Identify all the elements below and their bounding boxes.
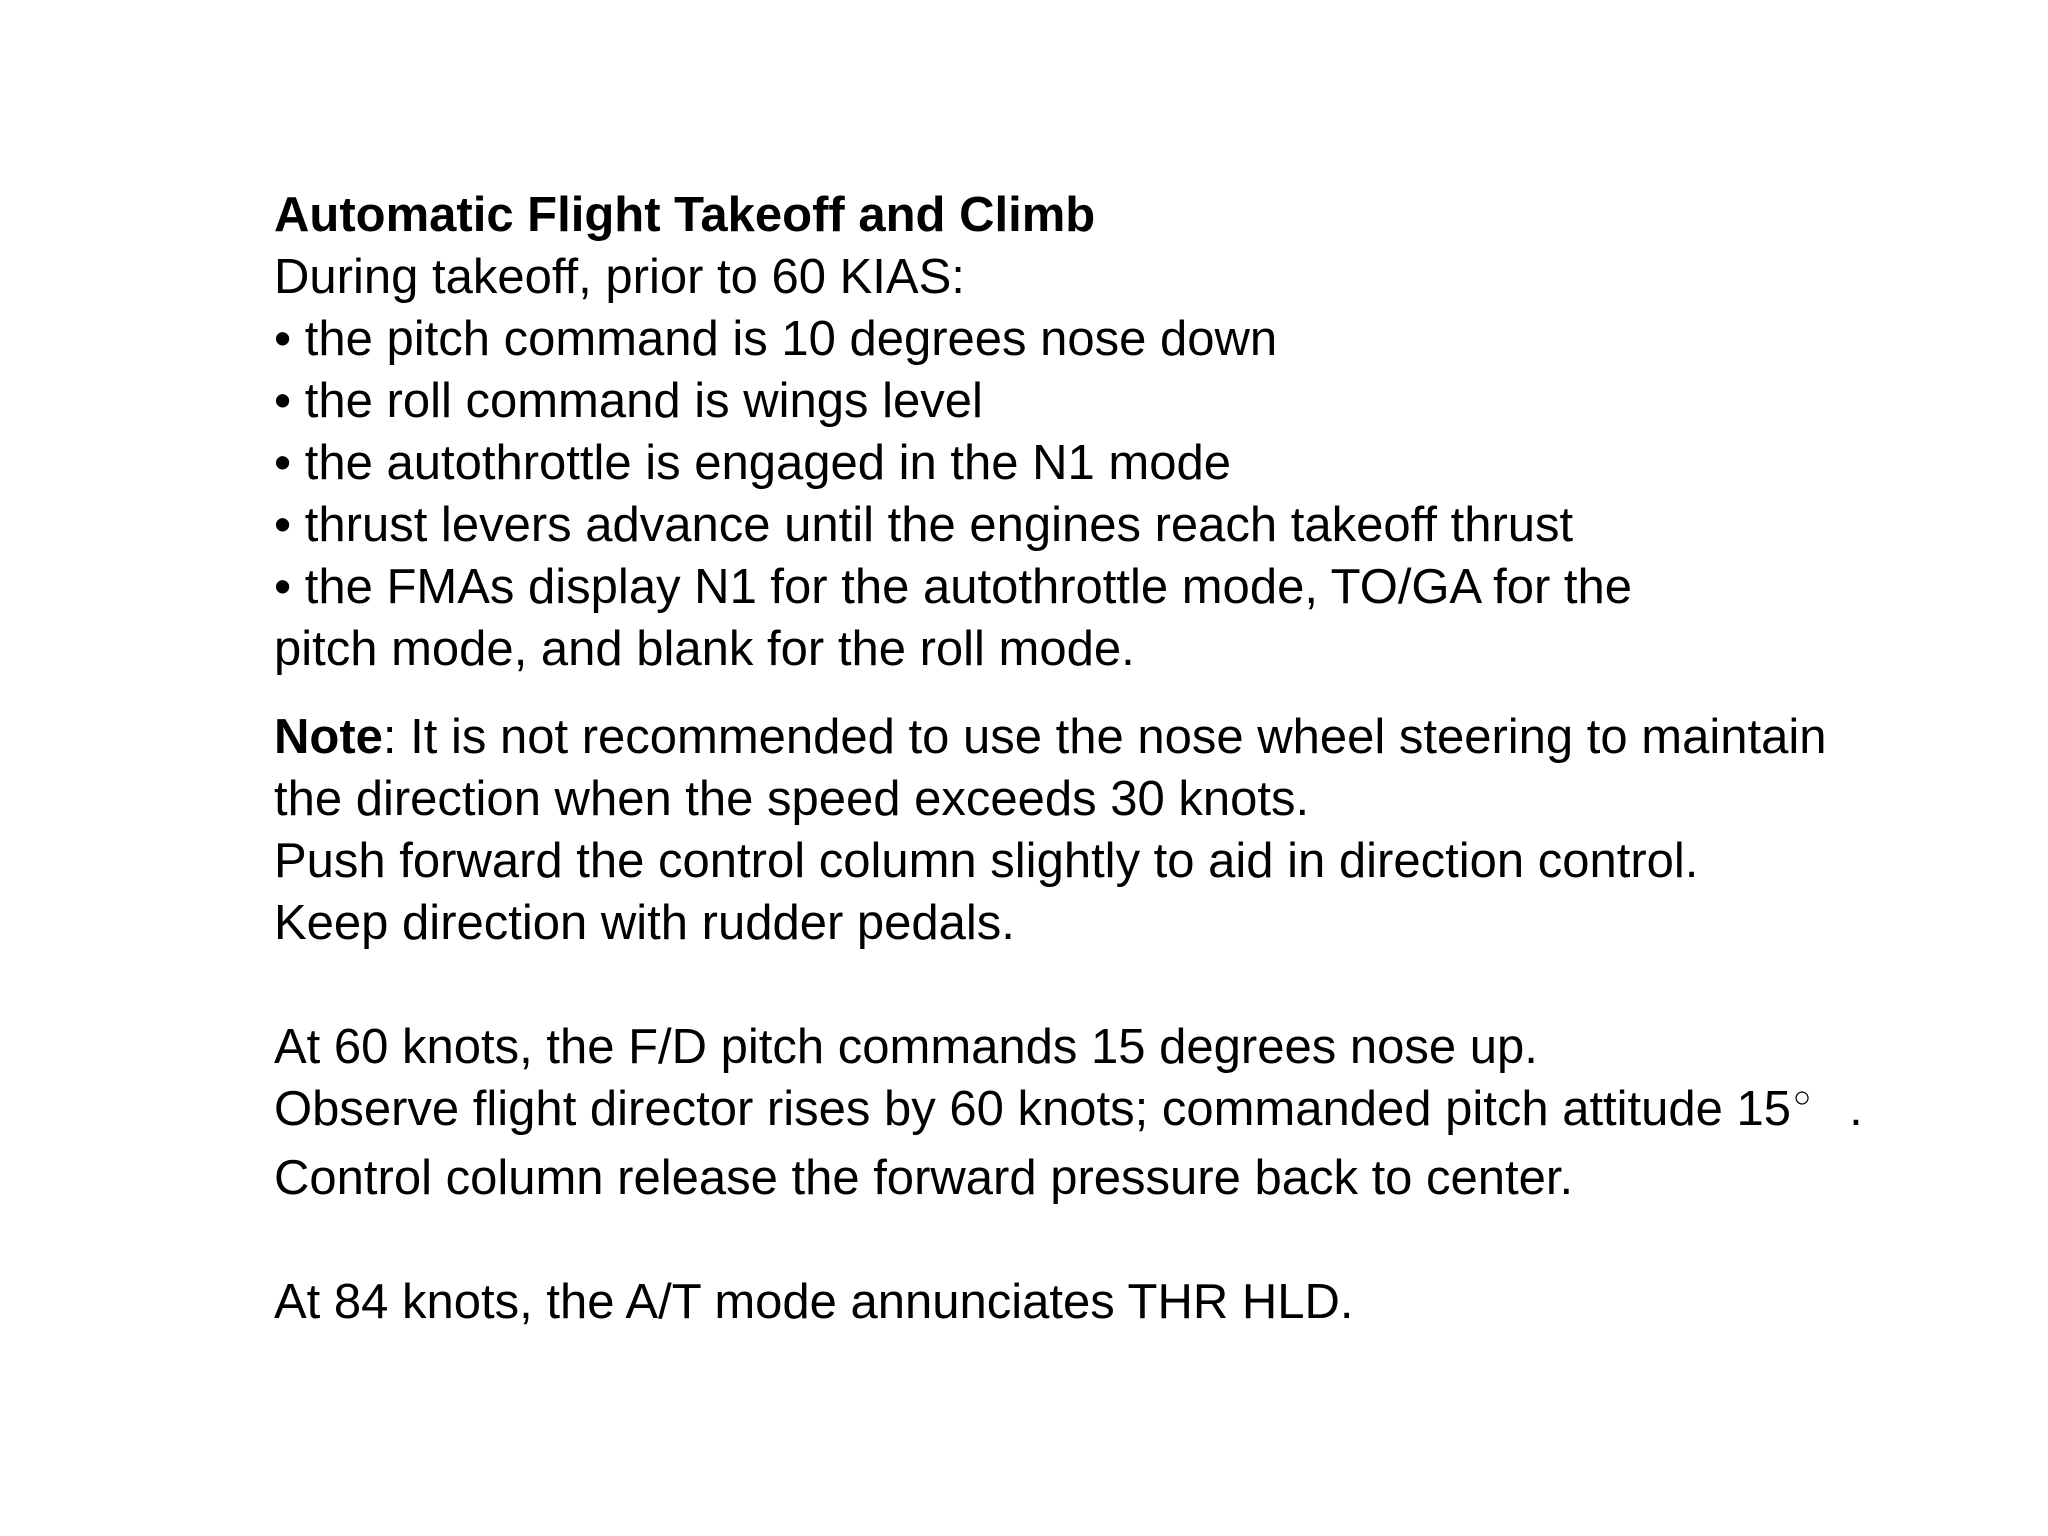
note-text: : It is not recommended to use the nose wheel steering to maintain xyxy=(382,710,1827,764)
note-line xyxy=(274,706,2014,768)
bullet-item: • the roll command is wings level xyxy=(274,374,983,428)
slide-content xyxy=(274,184,2014,1333)
line-end-period: . xyxy=(1849,1082,1863,1136)
note-label: Note xyxy=(274,710,383,764)
section-title: Automatic Flight Takeoff and Climb xyxy=(274,188,1096,242)
pitch-attitude-line xyxy=(274,1078,2014,1147)
bullet-item: • the pitch command is 10 degrees nose down xyxy=(274,312,1278,366)
sixty-knots-line: At 60 knots, the F/D pitch commands 15 degrees nose up. xyxy=(274,1020,1538,1074)
bullet-item: • the FMAs display N1 for the autothrottle mode, TO/GA for the xyxy=(274,560,1633,614)
bullet-item: • thrust levers advance until the engines reach takeoff thrust xyxy=(274,498,1574,552)
control-column-line: Control column release the forward pressure back to center. xyxy=(274,1151,1574,1205)
instruction-line: Keep direction with rudder pedals. xyxy=(274,896,1015,950)
instruction-line: Push forward the control column slightly to aid in direction control. xyxy=(274,834,1699,888)
spacer xyxy=(274,954,2014,1016)
note-line: the direction when the speed exceeds 30 knots. xyxy=(274,772,1310,826)
degree-symbol: ○ xyxy=(1793,1081,1812,1114)
bullet-continuation: pitch mode, and blank for the roll mode. xyxy=(274,622,1135,676)
spacer xyxy=(274,680,2014,706)
intro-line: During takeoff, prior to 60 KIAS: xyxy=(274,250,965,304)
bullet-item: • the autothrottle is engaged in the N1 mode xyxy=(274,436,1231,490)
pitch-attitude-text: Observe flight director rises by 60 knots; commanded pitch attitude 15 xyxy=(274,1082,1792,1136)
eighty-four-knots-line: At 84 knots, the A/T mode annunciates THR HLD. xyxy=(274,1275,1354,1329)
spacer xyxy=(274,1209,2014,1271)
